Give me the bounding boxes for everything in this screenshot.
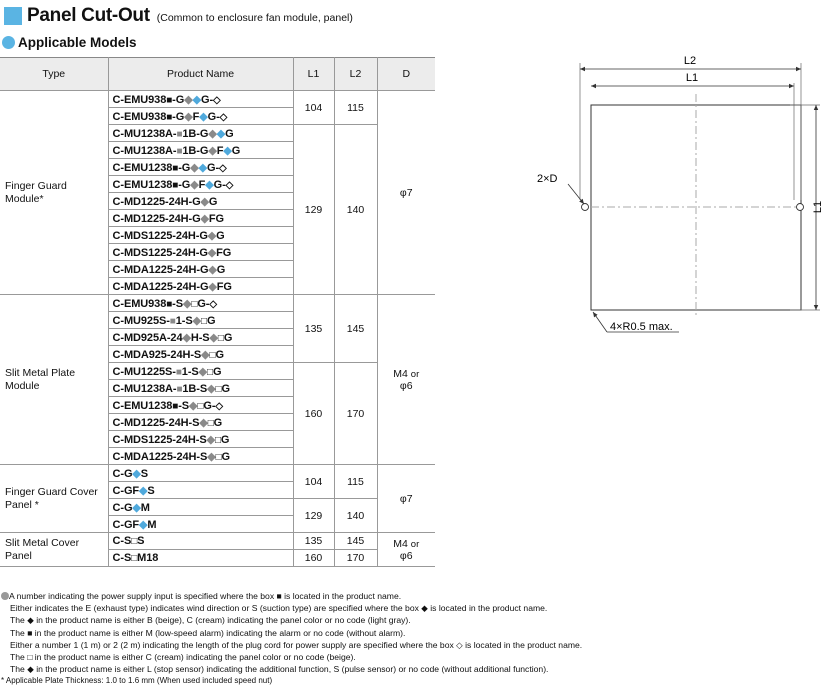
d-value: φ7 — [399, 492, 413, 505]
note-line: Either a number 1 (1 m) or 2 (2 m) indicating the length of the plug cord for power supply are specified where the box ◇ is located in the product name. — [10, 639, 583, 650]
l1-cell: 135 — [293, 295, 334, 363]
header-l1: L1 — [293, 58, 334, 91]
note-line: The □ in the product name is either C (cream) indicating the panel color or no code (beige). — [10, 652, 356, 663]
type-cell: Slit Metal Plate Module — [0, 295, 108, 465]
note-line: Either indicates the E (exhaust type) indicates wind direction or S (suction type) are specified where the box ◆ is located in the product name. — [10, 603, 548, 614]
product-name-cell: C-EMU1238■-G◆◆G-◇ — [108, 159, 293, 176]
product-name-cell: C-EMU1238■-S◆□G-◇ — [108, 397, 293, 414]
product-name-cell: C-S□S — [108, 533, 293, 550]
product-name-cell: C-EMU938■-G◆◆G-◇ — [108, 91, 293, 108]
type-cell: Finger Guard Module* — [0, 91, 108, 295]
product-name-cell: C-MDA1225-24H-G◆FG — [108, 278, 293, 295]
d-cell — [377, 533, 435, 567]
section-bullet-icon — [2, 36, 15, 49]
label-l1-top: L1 — [685, 72, 699, 84]
l2-cell: 170 — [334, 550, 377, 567]
label-holes: 2×D — [537, 173, 558, 185]
product-name-cell: C-MD1225-24H-G◆FG — [108, 210, 293, 227]
d-value-line: φ6 — [399, 549, 413, 562]
product-name-cell: C-MDS1225-24H-G◆G — [108, 227, 293, 244]
product-name-cell: C-MU1238A-■1B-G◆◆G — [108, 125, 293, 142]
label-radius: 4×R0.5 max. — [610, 321, 673, 333]
product-name-cell: C-MDA1225-24H-S◆□G — [108, 448, 293, 465]
table-row — [0, 533, 435, 550]
l1-cell: 129 — [293, 499, 334, 533]
page-title: Panel Cut-Out — [27, 5, 150, 26]
l2-cell: 115 — [334, 465, 377, 499]
notes — [1, 590, 582, 688]
l1-cell: 104 — [293, 91, 334, 125]
note-bullet-icon — [1, 592, 9, 600]
label-l1-side: L1 — [812, 200, 824, 214]
title-square-icon — [4, 7, 22, 25]
note-line: The ■ in the product name is either M (low-speed alarm) indicating the alarm or no code (without alarm). — [10, 627, 406, 638]
note-line: A number indicating the power supply input is specified where the box ■ is located in the product name. — [1, 590, 582, 602]
l2-cell: 145 — [334, 533, 377, 550]
table-row — [0, 91, 435, 108]
d-value: φ7 — [399, 186, 413, 199]
l2-cell: 115 — [334, 91, 377, 125]
panel-cutout-diagram — [520, 50, 827, 350]
note-line: The ◆ in the product name is either L (stop sensor) indicating the additional function, S (pulse sensor) or no code (without additional function). — [10, 664, 549, 675]
section-heading: Applicable Models — [18, 34, 137, 50]
l2-cell: 145 — [334, 295, 377, 363]
product-name-cell: C-GF◆S — [108, 482, 293, 499]
l1-cell: 160 — [293, 363, 334, 465]
l1-cell: 160 — [293, 550, 334, 567]
header-product-name: Product Name — [108, 58, 293, 91]
product-name-cell: C-EMU938■-S◆□G-◇ — [108, 295, 293, 312]
l1-cell: 104 — [293, 465, 334, 499]
l2-cell: 140 — [334, 499, 377, 533]
product-name-cell: C-MDA1225-24H-G◆G — [108, 261, 293, 278]
product-name-cell: C-GF◆M — [108, 516, 293, 533]
product-name-cell: C-G◆S — [108, 465, 293, 482]
hole-leader-line — [568, 184, 584, 204]
table-row — [0, 465, 435, 482]
product-name-cell: C-MU1225S-■1-S◆□G — [108, 363, 293, 380]
page-title-note: (Common to enclosure fan module, panel) — [156, 12, 353, 24]
product-name-cell: C-MU1238A-■1B-G◆F◆G — [108, 142, 293, 159]
mounting-hole-left — [582, 204, 589, 211]
page-title-row — [4, 4, 353, 28]
product-name-cell: C-G◆M — [108, 499, 293, 516]
product-name-cell: C-MDS1225-24H-G◆FG — [108, 244, 293, 261]
l2-cell: 140 — [334, 125, 377, 295]
section-heading-row — [2, 33, 137, 51]
product-name-cell: C-MDA925-24H-S◆□G — [108, 346, 293, 363]
product-name-cell: C-MDS1225-24H-S◆□G — [108, 431, 293, 448]
note-line: * Applicable Plate Thickness: 1.0 to 1.6 mm (When used included speed nut) — [1, 676, 273, 686]
product-name-cell: C-EMU938■-G◆F◆G-◇ — [108, 108, 293, 125]
d-value-line: M4 or — [393, 537, 420, 550]
product-name-cell: C-MU925S-■1-S◆□G — [108, 312, 293, 329]
product-name-cell: C-MD1225-24H-G◆G — [108, 193, 293, 210]
table-header-row — [0, 58, 435, 91]
header-l2: L2 — [334, 58, 377, 91]
header-type: Type — [0, 58, 108, 91]
product-name-cell: C-MD925A-24◆H-S◆□G — [108, 329, 293, 346]
l2-cell: 170 — [334, 363, 377, 465]
table-row — [0, 295, 435, 312]
d-value-line: φ6 — [399, 379, 413, 392]
product-name-cell: C-EMU1238■-G◆F◆G-◇ — [108, 176, 293, 193]
product-name-cell: C-MU1238A-■1B-S◆□G — [108, 380, 293, 397]
l1-cell: 135 — [293, 533, 334, 550]
label-l2: L2 — [683, 55, 697, 67]
applicable-models-table — [0, 57, 435, 567]
header-d: D — [377, 58, 435, 91]
d-value-line: M4 or — [393, 367, 420, 380]
type-cell: Slit Metal Cover Panel — [0, 533, 108, 567]
d-cell — [377, 465, 435, 533]
product-name-cell: C-MD1225-24H-S◆□G — [108, 414, 293, 431]
note-line: The ◆ in the product name is either B (beige), C (cream) indicating the panel color or no code (light gray). — [10, 615, 411, 626]
table-body — [0, 91, 435, 567]
mounting-hole-right — [797, 204, 804, 211]
d-cell — [377, 91, 435, 295]
radius-leader-line — [593, 312, 607, 332]
l1-cell: 129 — [293, 125, 334, 295]
d-cell — [377, 295, 435, 465]
product-name-cell: C-S□M18 — [108, 550, 293, 567]
type-cell: Finger Guard Cover Panel * — [0, 465, 108, 533]
